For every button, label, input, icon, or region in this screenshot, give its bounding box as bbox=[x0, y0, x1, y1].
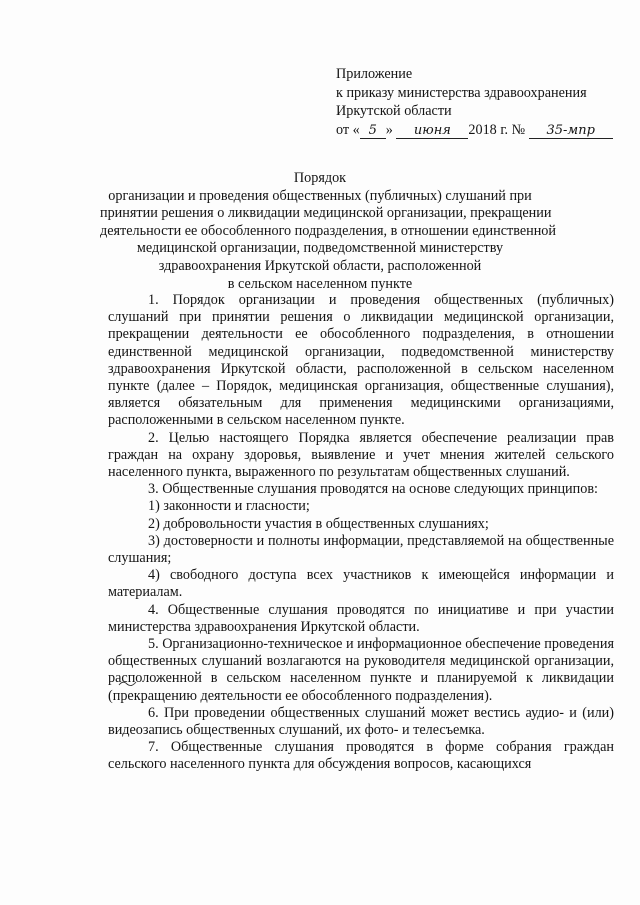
document-title bbox=[100, 170, 556, 293]
appendix-date-line bbox=[336, 121, 626, 140]
paragraph: 4) свободного доступа всех участников к имеющейся информации и материалам. bbox=[108, 567, 614, 601]
title-line: здравоохранения Иркутской области, расположенной bbox=[158, 257, 482, 274]
paragraph: 2) добровольности участия в общественных слушаниях; bbox=[148, 515, 489, 532]
date-prefix: от « bbox=[336, 121, 360, 138]
title-line: деятельности ее обособленного подразделения, в отношении единственной bbox=[100, 222, 556, 239]
paragraph: 4. Общественные слушания проводятся по инициативе и при участии министерства здравоохранения Иркутской области. bbox=[108, 601, 614, 635]
title-line: организации и проведения общественных (публичных) слушаний при bbox=[108, 187, 532, 204]
handwritten-order-number: 35-мпр bbox=[529, 123, 613, 139]
document-body bbox=[108, 292, 614, 774]
title-line: принятии решения о ликвидации медицинской организации, прекращении bbox=[100, 205, 552, 222]
appendix-header bbox=[336, 65, 626, 139]
paragraph: 3. Общественные слушания проводятся на основе следующих принципов: bbox=[148, 481, 598, 498]
handwritten-month: июня bbox=[396, 123, 468, 139]
date-mid: » bbox=[385, 121, 393, 138]
paragraph: 3) достоверности и полноты информации, представляемой на общественные слушания; bbox=[108, 532, 614, 567]
paragraph: 1) законности и гласности; bbox=[148, 498, 310, 515]
paragraph: 6. При проведении общественных слушаний может вестись аудио- и (или) видеозапись общественных слушаний, их фото- и телесъемка. bbox=[108, 704, 614, 739]
pen-mark bbox=[118, 679, 138, 687]
handwritten-day: 5 bbox=[360, 123, 386, 139]
appendix-region: Иркутской области bbox=[336, 103, 452, 119]
title-line: в сельском населенном пункте bbox=[227, 275, 413, 292]
title-line: медицинской организации, подведомственной министерству bbox=[136, 240, 504, 257]
paragraph: 5. Организационно-техническое и информационное обеспечение проведения общественных слушаний возлагаются на руководителя медицинской организации, расположенной в сельском населенном пункте и планируемой к ликвидации (прекращению деятельности ее обособленного подразделения). bbox=[108, 636, 615, 704]
paragraph: 1. Порядок организации и проведения общественных (публичных) слушаний при принятии решения о ликвидации медицинской организации, прекращении деятельности ее обособленного подразделения, в отношении единственной медицинской организации, подведомственной министерству здравоохранения Иркутской области, расположенной в сельском населенном пункте (далее – Порядок, медицинская организация, общественные слушания), является обязательным для применения медицинскими организациями, расположенными в сельском населенном пункте. bbox=[108, 292, 614, 429]
paragraph: 2. Целью настоящего Порядка является обеспечение реализации прав граждан на охрану здоровья, выявление и учет мнения жителей сельского населенного пункта, выраженного по результатам общественных слушаний. bbox=[108, 429, 614, 481]
title-heading: Порядок bbox=[293, 170, 347, 186]
appendix-title: Приложение bbox=[336, 66, 413, 82]
paragraph: 7. Общественные слушания проводятся в форме собрания граждан сельского населенного пункта для обсуждения вопросов, касающихся bbox=[108, 739, 614, 773]
appendix-order-ref: к приказу министерства здравоохранения bbox=[336, 84, 587, 101]
date-year: 2018 г. № bbox=[468, 121, 526, 138]
